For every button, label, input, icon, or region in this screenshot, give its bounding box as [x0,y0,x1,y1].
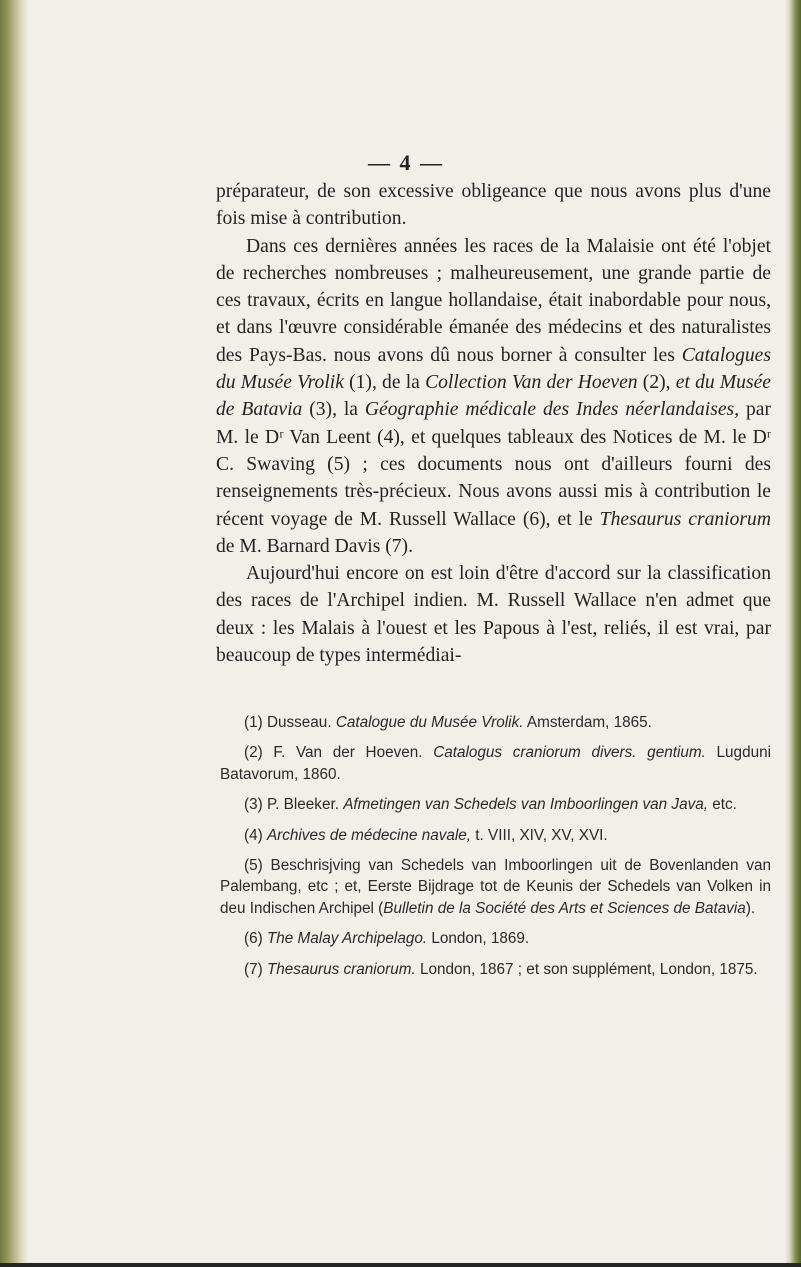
paragraph-italic-run: Catalogues du Musée Vrolik [216,344,771,394]
left-binding-edge [0,0,28,1267]
footnote-1 [220,712,771,733]
footnote-text-run: Lugduni Batavorum, 1860. [220,744,771,783]
paragraph-text-run: (1), de la [343,372,426,394]
footnote-text-run: (2) F. Van der Hoeven. [244,744,434,762]
footnote-italic-run: Thesaurus craniorum. [266,960,416,978]
footnote-text-run: London, 1869. [427,930,530,948]
footnote-7 [220,959,771,980]
page-number: — 4 — [368,150,444,175]
footnote-3 [220,794,771,815]
footnote-text-run: (1) Dusseau. [244,714,336,731]
paragraph-2 [216,233,771,561]
footnote-text-run: (4) [244,826,267,844]
main-body-text [216,178,771,669]
paragraph-1 [216,178,771,233]
footnote-text-run: (6) [244,930,267,948]
footnotes-section [220,712,771,989]
footnote-italic-run: The Malay Archipelago. [266,930,428,948]
footnote-italic-run: Archives de médecine navale, [266,826,472,844]
footnote-6 [220,928,771,949]
paragraph-text-run: (3), la [302,399,365,421]
footnote-italic-run: Catalogus craniorum divers. gentium. [433,744,706,762]
footnote-text-run: London, 1867 ; et son supplément, London, 1875. [415,960,758,978]
footnote-text-run: ). [745,899,756,917]
paragraph-text-run: (2), [637,372,676,394]
footnote-text-run: Amsterdam, 1865. [523,714,652,731]
footnote-text-run: (3) P. Bleeker. [244,796,344,814]
bottom-page-edge [0,1263,801,1267]
paragraph-text-run: de M. Barnard Davis (7). [216,535,413,557]
footnote-text-run: (5) Beschrisjving van Schedels van Imboorlingen uit de Bovenlanden van Palembang, etc ; et, Eerste Bijdrage tot de Keunis der Schedels van Volken in deu Indischen Archipel ( [220,857,771,917]
footnote-italic-run: Bulletin de la Société des Arts et Sciences de Batavia [383,899,746,917]
paragraph-3 [216,560,771,669]
paragraph-italic-run: Thesaurus craniorum [599,508,771,530]
footnote-text-run: (7) [244,960,267,978]
footnote-italic-run: Afmetingen van Schedels van Imboorlingen van Java, [343,796,708,814]
paragraph-italic-run: et du Musée de Batavia [216,372,772,421]
footnote-text-run: etc. [708,796,737,814]
footnote-text-run: t. VIII, XIV, XV, XVI. [471,826,608,844]
right-binding-edge [785,0,801,1267]
footnote-4 [220,825,771,846]
footnote-5 [220,855,771,919]
paragraph-text-run: préparateur, de son excessive obligeance que nous avons plus d'une fois mise à contribution. [216,181,771,230]
footnote-2 [220,742,771,785]
footnote-italic-run: Catalogue du Musée Vrolik. [335,714,524,731]
paragraph-text-run: Dans ces dernières années les races de la Malaisie ont été l'objet de recherches nombreuses ; malheureusement, une grande partie de ces travaux, écrits en langue hollandaise, était inabordable pour nous, et dans l'œuvre considérable émanée des médecins et des naturalistes des Pays-Bas. nous avons dû nous borner à consulter les [216,235,771,366]
paragraph-italic-run: Collection Van der Hoeven [425,372,638,394]
paragraph-text-run: Aujourd'hui encore on est loin d'être d'accord sur la classification des races de l'Archipel indien. M. Russell Wallace n'en admet que deux : les Malais à l'ouest et les Papous à l'est, reliés, il est vrai, par beaucoup de types intermédiai- [216,563,771,667]
paragraph-italic-run: Géographie médicale des Indes néerlandaises, [364,399,740,421]
paragraph-text-run: par M. le Dʳ Van Leent (4), et quelques tableaux des Notices de M. le Dʳ C. Swaving (5) ; ces documents nous ont d'ailleurs fourni des renseignements très-précieux. Nous avons aussi mis à contribution le récent voyage de M. Russell Wallace (6), et le [216,399,771,530]
